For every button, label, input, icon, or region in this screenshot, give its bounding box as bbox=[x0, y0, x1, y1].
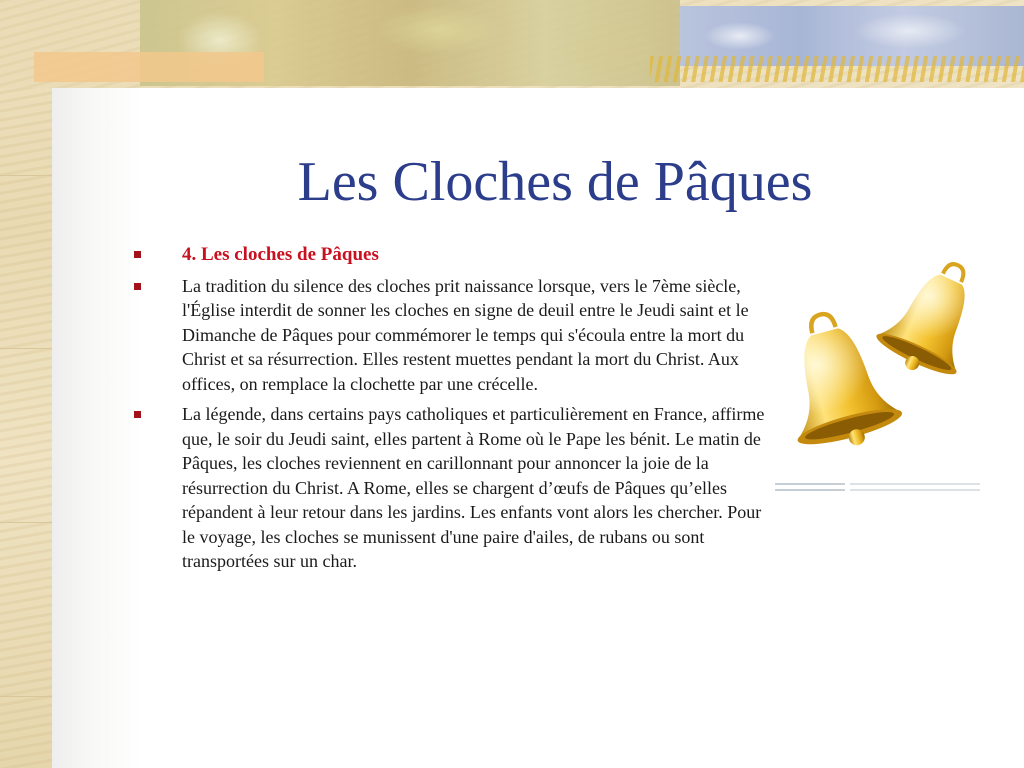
bullet-list bbox=[130, 242, 770, 580]
bullet-item-legend bbox=[130, 402, 770, 574]
slide-title: Les Cloches de Pâques bbox=[297, 151, 813, 213]
square-bullet-icon bbox=[134, 251, 141, 258]
orange-accent-bar bbox=[34, 52, 264, 82]
golden-bells-image bbox=[770, 255, 990, 505]
gold-grass-tile bbox=[650, 56, 1024, 82]
square-bullet-icon bbox=[134, 283, 141, 290]
bullet-text: 4. Les cloches de Pâques bbox=[182, 244, 379, 265]
parchment-strip bbox=[0, 0, 52, 768]
square-bullet-icon bbox=[134, 411, 141, 418]
decorative-header-band bbox=[0, 0, 1024, 88]
bullet-item-heading bbox=[130, 242, 770, 268]
bullet-text: La tradition du silence des cloches prit naissance lorsque, vers le 7ème siècle, l'Église interdit de sonner les cloches en signe de deuil entre le Jeudi saint et le Dimanche de Pâques pour commémorer le temps qui s'écoula entre la mort du Christ et sa résurrection. Elles restent muettes pendant la mort du Christ. Aux offices, on remplace la clochette par une crécelle. bbox=[182, 275, 749, 394]
bullet-item-tradition bbox=[130, 274, 770, 397]
bells-icon bbox=[770, 255, 990, 505]
bullet-text: La légende, dans certains pays catholiques et particulièrement en France, affirme que, le soir du Jeudi saint, elles partent à Rome où le Pape les bénit. Le matin de Pâques, les cloches reviennent en carillonnant pour annoncer la joie de la résurrection du Christ. A Rome, elles se chargent d’œufs de Pâques qu’elles répandent à leur retour dans les jardins. Les enfants vont alors les chercher. Pour le voyage, les cloches se munissent d'une paire d'ailes, de rubans ou sont transportées sur un char. bbox=[182, 404, 765, 571]
